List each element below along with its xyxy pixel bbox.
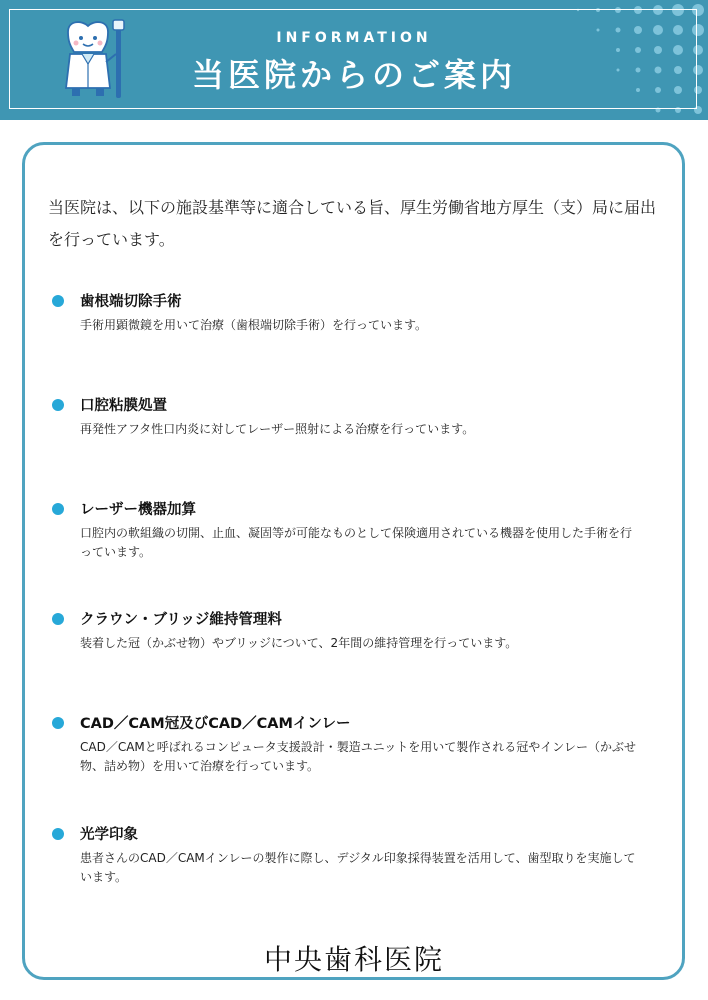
intro-text: 当医院は、以下の施設基準等に適合している旨、厚生労働省地方厚生（支）局に届出を行っています。: [48, 198, 657, 249]
header-title-en: INFORMATION: [276, 30, 432, 46]
item-description: CAD／CAMと呼ばれるコンピュータ支援設計・製造ユニットを用いて製作される冠やインレー（かぶせ物、詰め物）を用いて治療を行っています。: [80, 740, 636, 773]
item-description: 再発性アフタ性口内炎に対してレーザー照射による治療を行っています。: [80, 422, 475, 436]
tooth-dentist-mascot-icon: [60, 18, 136, 100]
bullet-dot-icon: [52, 399, 64, 411]
item-title: レーザー機器加算: [80, 502, 196, 518]
item-description: 手術用顕微鏡を用いて治療（歯根端切除手術）を行っています。: [80, 318, 428, 332]
clinic-name: 中央歯科医院: [263, 943, 444, 976]
info-header: [0, 0, 708, 120]
item-title: 光学印象: [80, 827, 138, 843]
item-description: 装着した冠（かぶせ物）やブリッジについて、2年間の維持管理を行っています。: [80, 636, 518, 650]
item-description: 口腔内の軟組織の切開、止血、凝固等が可能なものとして保険適用されている機器を使用した手術を行っています。: [80, 526, 633, 559]
bullet-dot-icon: [52, 717, 64, 729]
bullet-dot-icon: [52, 828, 64, 840]
item-title: CAD／CAM冠及びCAD／CAMインレー: [80, 716, 351, 732]
bullet-dot-icon: [52, 295, 64, 307]
item-description: 患者さんのCAD／CAMインレーの製作に際し、デジタル印象採得装置を活用して、歯型取りを実施しています。: [80, 851, 636, 884]
header-title-jp: 当医院からのご案内: [191, 56, 516, 94]
item-title: クラウン・ブリッジ維持管理料: [80, 612, 282, 628]
item-title: 口腔粘膜処置: [80, 398, 167, 414]
bullet-dot-icon: [52, 613, 64, 625]
bullet-dot-icon: [52, 503, 64, 515]
item-title: 歯根端切除手術: [80, 294, 182, 310]
